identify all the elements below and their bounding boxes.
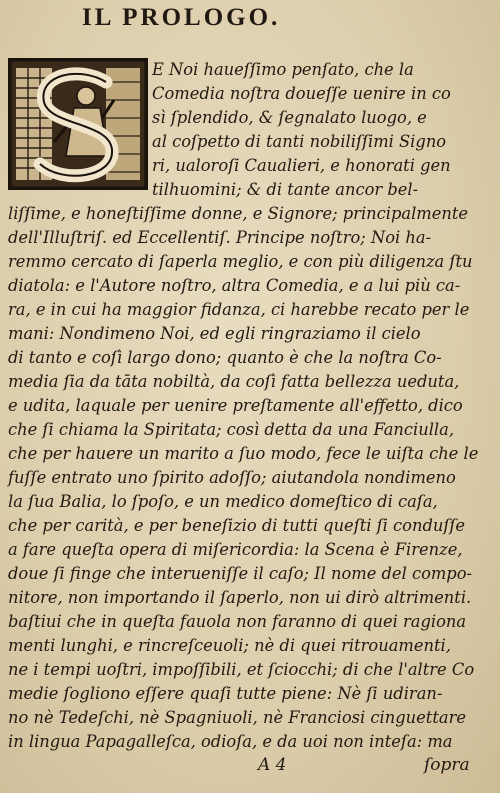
text-line: tilhuomini; & di tante ancor bel- bbox=[152, 180, 419, 199]
text-line: che ſi chiama la Spiritata; così detta da una Fanciulla, bbox=[8, 420, 455, 439]
text-line: ra, e in cui ha maggior fidanza, ci harebbe recato per le bbox=[8, 300, 470, 319]
text-line: al coſpetto di tanti nobiliſſimi Signo bbox=[152, 132, 447, 151]
text-line: menti lunghi, e rincreſceuoli; nè di quei ritrouamenti, bbox=[8, 636, 451, 655]
text-line: dell'Illuſtriſ. ed Eccellentiſ. Principe noſtro; Noi ha- bbox=[8, 228, 432, 247]
catchword: ſopra bbox=[424, 755, 470, 775]
signature-mark: A 4 bbox=[258, 755, 287, 775]
text-line: media ſia da tāta nobiltà, da coſì fatta bellezza ueduta, bbox=[8, 372, 460, 391]
text-line: in lingua Papagalleſca, odioſa, e da uoi non inteſa: ma bbox=[8, 732, 453, 751]
woodcut-initial-image bbox=[10, 60, 146, 188]
text-line: E Noi haueſſimo penſato, che la bbox=[152, 60, 414, 79]
text-line: baſtiui che in queſta fauola non faranno di quei ragiona bbox=[8, 612, 467, 631]
text-line: sì ſplendido, & ſegnalato luogo, e bbox=[152, 108, 427, 127]
text-line: doue ſi finge che interueniſſe il caſo; Il nome del compo- bbox=[8, 564, 473, 583]
decorated-initial bbox=[8, 58, 148, 190]
text-line: che per carità, e per beneſizio di tutti queſti ſi conduſſe bbox=[8, 516, 466, 535]
text-line: ri, ualoroſi Caualieri, e honorati gen bbox=[152, 156, 451, 175]
text-line: di tanto e coſì largo dono; quanto è che la noſtra Co- bbox=[8, 348, 442, 367]
text-line: no nè Tedeſchi, nè Spagniuoli, nè Franciosi cinguettare bbox=[8, 708, 466, 727]
running-head: IL PROLOGO. bbox=[82, 4, 281, 31]
text-line: che per hauere un marito a ſuo modo, fece le uiſta che le bbox=[8, 444, 479, 463]
text-line: mani: Nondimeno Noi, ed egli ringraziamo il cielo bbox=[8, 324, 421, 343]
text-line: remmo cercato di ſaperla meglio, e con più diligenza ſtu bbox=[8, 252, 473, 271]
text-line: a fare queſta opera di miſericordia: la Scena è Firenze, bbox=[8, 540, 463, 559]
text-line: nitore, non importando il ſaperlo, non ui dirò altrimenti. bbox=[8, 588, 472, 607]
text-line: liſſime, e honeſtiſſime donne, e Signore; principalmente bbox=[8, 204, 469, 223]
text-line: medie ſogliono eſſere quaſi tutte piene: Nè ſi udiran- bbox=[8, 684, 443, 703]
text-line: e udita, laquale per uenire preſtamente all'effetto, dico bbox=[8, 396, 463, 415]
text-line: la ſua Balia, lo ſpoſo, e un medico domeſtico di caſa, bbox=[8, 492, 438, 511]
text-line: fuſſe entrato uno ſpirito adoſſo; aiutandola nondimeno bbox=[8, 468, 456, 487]
text-line: ne i tempi uoſtri, impoſſibili, et ſciocchi; di che l'altre Co bbox=[8, 660, 475, 679]
text-line: Comedia noſtra doueſſe uenire in co bbox=[152, 84, 451, 103]
text-line: diatola: e l'Autore noſtro, altra Comedia, e a lui più ca- bbox=[8, 276, 461, 295]
